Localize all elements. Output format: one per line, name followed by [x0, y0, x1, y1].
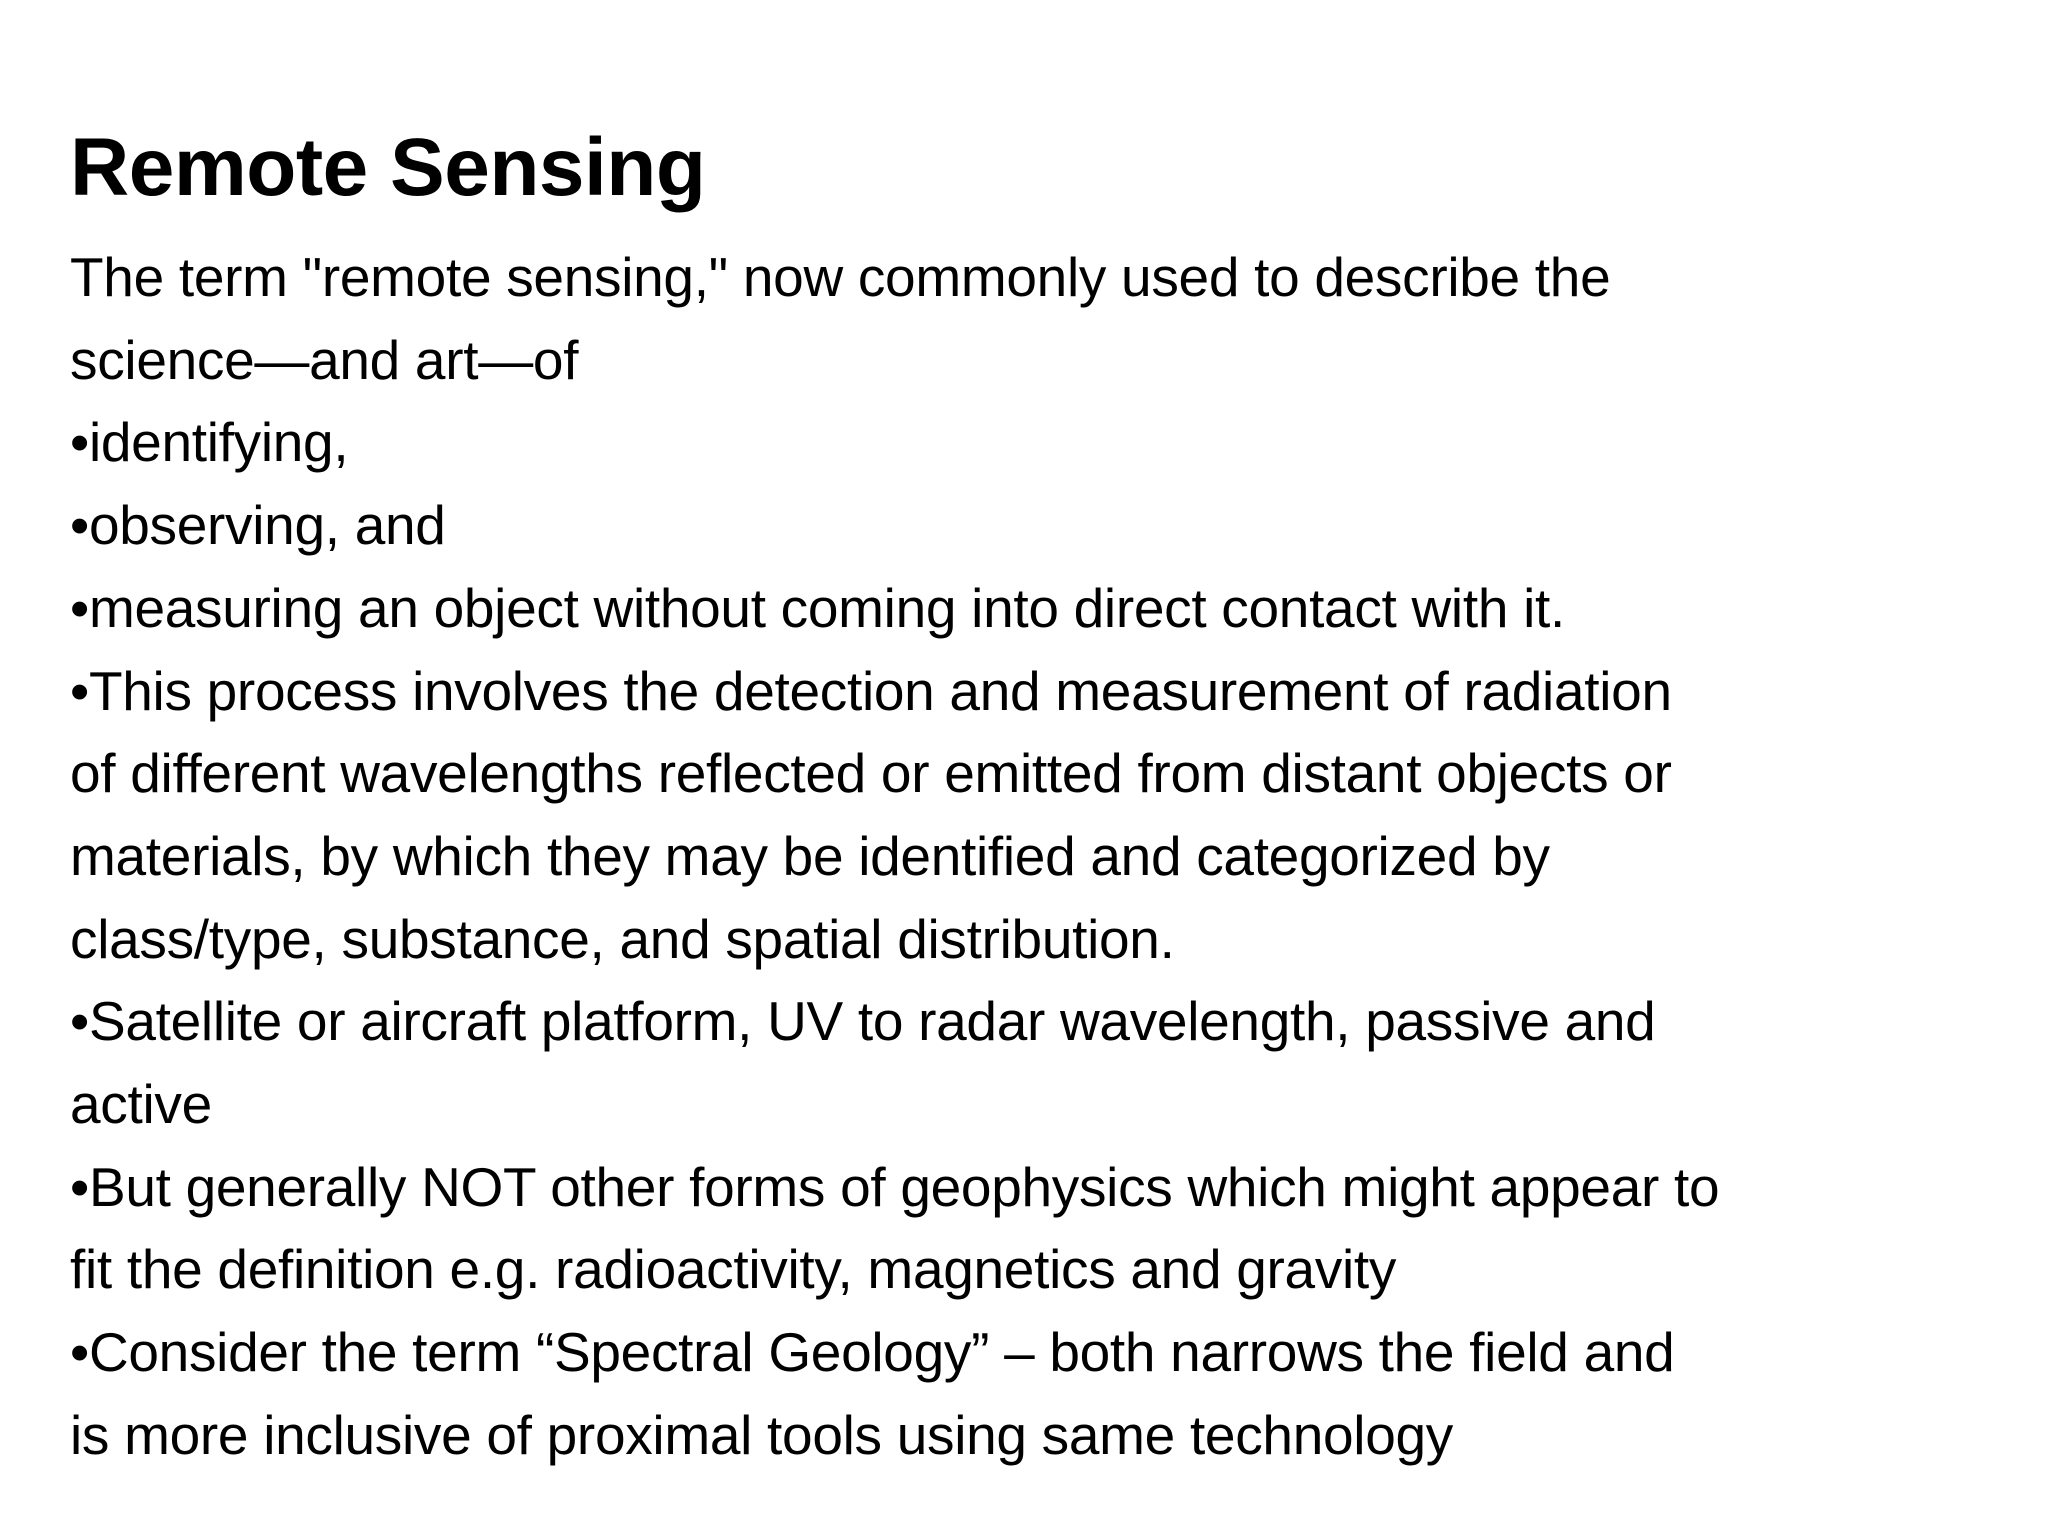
body-line: of different wavelengths reflected or emitted from distant objects or [70, 742, 1672, 805]
body-line: active [70, 1073, 212, 1136]
body-line: is more inclusive of proximal tools using same technology [70, 1403, 1453, 1466]
body-line: The term "remote sensing," now commonly used to describe the [70, 246, 1611, 308]
body-line: science—and art—of [70, 328, 579, 391]
body-line: •Consider the term “Spectral Geology” – both narrows the field and [70, 1321, 1675, 1384]
body-line: •But generally NOT other forms of geophysics which might appear to [70, 1155, 1720, 1218]
body-line: •Satellite or aircraft platform, UV to radar wavelength, passive and [70, 990, 1656, 1053]
body-line: •observing, and [70, 494, 446, 557]
body-line: •identifying, [70, 411, 349, 474]
body-line: •measuring an object without coming into direct contact with it. [70, 576, 1565, 639]
slide-body [70, 236, 2020, 1477]
body-line: •This process involves the detection and measurement of radiation [70, 659, 1672, 722]
body-line: fit the definition e.g. radioactivity, magnetics and gravity [70, 1238, 1397, 1301]
slide-title: Remote Sensing [70, 122, 706, 213]
body-line: materials, by which they may be identified and categorized by [70, 824, 1550, 887]
body-line: class/type, substance, and spatial distribution. [70, 907, 1175, 970]
